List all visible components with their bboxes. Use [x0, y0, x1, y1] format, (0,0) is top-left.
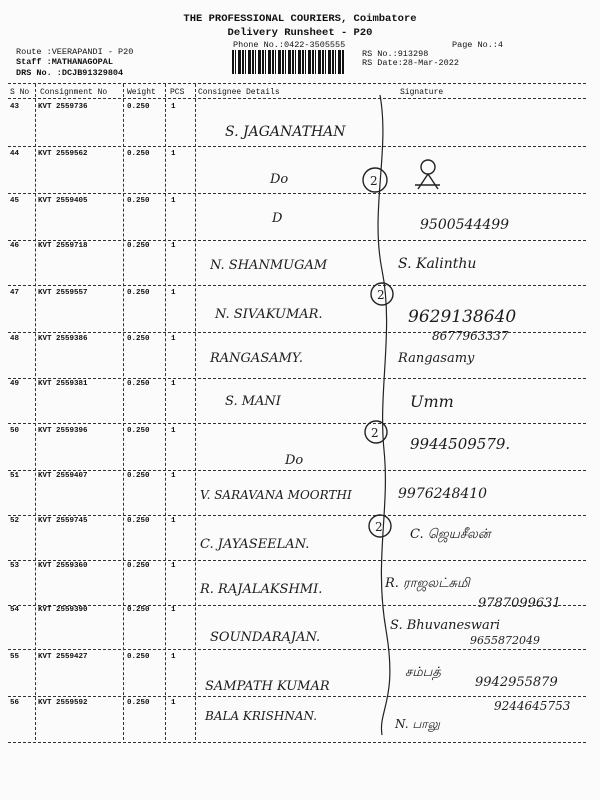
row-consignment: KVT 2559360: [38, 562, 88, 570]
row-consignee-name: Do: [270, 172, 289, 187]
row-phone-note: 9942955879: [475, 675, 558, 690]
row-weight: 0.250: [127, 150, 150, 158]
row-weight: 0.250: [127, 517, 150, 525]
column-consignee: Consignee Details: [198, 88, 280, 97]
barcode: [232, 50, 344, 74]
row-consignment: KVT 2559745: [38, 517, 88, 525]
row-sno: 52: [10, 517, 20, 525]
row-signature-text: Umm: [410, 392, 454, 411]
circled-mark: [362, 418, 390, 446]
row-pcs: 1: [171, 242, 176, 250]
column-separator: [123, 84, 124, 740]
row-sno: 53: [10, 562, 20, 570]
rs-date: RS Date:28-Mar-2022: [362, 58, 459, 68]
row-consignment: KVT 2559405: [38, 197, 88, 205]
row-consignee-name: N. SIVAKUMAR.: [215, 307, 323, 322]
row-weight: 0.250: [127, 103, 150, 111]
row-signature-text: 9944509579.: [410, 435, 511, 453]
row-consignee-name: S. MANI: [225, 394, 281, 409]
row-divider: [8, 146, 586, 147]
row-consignee-name: S. JAGANATHAN: [225, 124, 346, 140]
row-weight: 0.250: [127, 427, 150, 435]
svg-text:2: 2: [375, 520, 383, 534]
svg-text:2: 2: [370, 174, 378, 188]
row-consignee-name: R. RAJALAKSHMI.: [200, 582, 323, 597]
row-divider: [8, 240, 586, 241]
row-phone-note: 9655872049: [470, 634, 540, 647]
row-pcs: 1: [171, 562, 176, 570]
row-pcs: 1: [171, 472, 176, 480]
row-consignee-name: BALA KRISHNAN.: [205, 709, 318, 723]
row-consignment: KVT 2559381: [38, 380, 88, 388]
row-phone-note: 9787099631: [478, 596, 561, 611]
column-weight: Weight: [127, 88, 156, 97]
row-pcs: 1: [171, 335, 176, 343]
row-divider: [8, 605, 586, 606]
svg-text:2: 2: [377, 288, 385, 302]
row-sno: 45: [10, 197, 20, 205]
row-consignment: KVT 2559557: [38, 289, 88, 297]
row-signature-text: S. Bhuvaneswari: [390, 618, 501, 633]
row-sno: 51: [10, 472, 20, 480]
header-top-rule: [8, 83, 586, 84]
row-sno: 50: [10, 427, 20, 435]
row-divider: [8, 696, 586, 697]
rs-number: RS No.:913298: [362, 49, 429, 59]
row-divider: [8, 193, 586, 194]
row-pcs: 1: [171, 427, 176, 435]
row-consignee-name: Do: [285, 453, 304, 468]
page-number: Page No.:4: [452, 40, 504, 50]
row-signature-text: Rangasamy: [398, 351, 475, 366]
phone-number: Phone No.:0422-3505555: [233, 40, 346, 50]
row-pcs: 1: [171, 197, 176, 205]
row-consignment: KVT 2559427: [38, 653, 88, 661]
row-pcs: 1: [171, 103, 176, 111]
row-consignment: KVT 2559718: [38, 242, 88, 250]
row-consignment: KVT 2559562: [38, 150, 88, 158]
row-divider: [8, 470, 586, 471]
row-pcs: 1: [171, 150, 176, 158]
row-consignee-name: SOUNDARAJAN.: [210, 630, 321, 645]
row-signature-text: S. Kalinthu: [398, 256, 477, 272]
row-phone-note: 8677963337: [432, 329, 509, 343]
column-separator: [195, 84, 196, 740]
row-weight: 0.250: [127, 699, 150, 707]
row-signature-text: 9976248410: [398, 486, 488, 502]
row-sno: 49: [10, 380, 20, 388]
row-sno: 46: [10, 242, 20, 250]
row-sno: 56: [10, 699, 20, 707]
row-weight: 0.250: [127, 289, 150, 297]
row-consignment: KVT 2559390: [38, 606, 88, 614]
column-signature: Signature: [400, 88, 444, 97]
row-consignee-name: C. JAYASEELAN.: [200, 537, 310, 552]
signature-doodle: [410, 155, 450, 195]
row-phone-note: 9244645753: [494, 699, 571, 713]
circled-mark: [368, 280, 396, 308]
staff-label: Staff :MATHANAGOPAL: [16, 57, 113, 67]
row-sno: 48: [10, 335, 20, 343]
row-weight: 0.250: [127, 197, 150, 205]
row-consignment: KVT 2559396: [38, 427, 88, 435]
row-weight: 0.250: [127, 472, 150, 480]
row-sno: 55: [10, 653, 20, 661]
row-weight: 0.250: [127, 380, 150, 388]
row-consignee-name: N. SHANMUGAM: [210, 258, 328, 273]
row-pcs: 1: [171, 380, 176, 388]
column-consignment: Consignment No: [40, 88, 108, 97]
row-signature-text: 9500544499: [420, 217, 510, 233]
row-divider: [8, 742, 586, 743]
row-pcs: 1: [171, 699, 176, 707]
row-pcs: 1: [171, 517, 176, 525]
row-weight: 0.250: [127, 335, 150, 343]
row-sno: 47: [10, 289, 20, 297]
column-pcs: PCS: [170, 88, 185, 97]
row-divider: [8, 560, 586, 561]
row-divider: [8, 378, 586, 379]
svg-text:2: 2: [371, 426, 379, 440]
row-divider: [8, 423, 586, 424]
circled-mark: [360, 165, 390, 195]
row-consignment: KVT 2559736: [38, 103, 88, 111]
row-consignment: KVT 2559407: [38, 472, 88, 480]
row-consignment: KVT 2559386: [38, 335, 88, 343]
row-divider: [8, 515, 586, 516]
row-consignment: KVT 2559592: [38, 699, 88, 707]
runsheet-title: Delivery Runsheet - P20: [227, 27, 373, 39]
circled-mark: [366, 512, 394, 540]
row-divider: [8, 649, 586, 650]
row-sno: 44: [10, 150, 20, 158]
drs-number: DRS No. :DCJB91329804: [16, 68, 124, 78]
row-consignee-name: V. SARAVANA MOORTHI: [200, 488, 352, 502]
row-signature-text: N. பாலு: [395, 717, 440, 731]
row-weight: 0.250: [127, 606, 150, 614]
header-bottom-rule: [8, 98, 586, 99]
row-sno: 54: [10, 606, 20, 614]
column-sno: S No: [10, 88, 30, 97]
row-consignee-name: SAMPATH KUMAR: [205, 679, 330, 694]
row-signature-text: 9629138640: [408, 307, 517, 327]
row-signature-text: சம்பத்: [405, 665, 441, 680]
row-consignee-name: RANGASAMY.: [210, 351, 303, 366]
row-weight: 0.250: [127, 562, 150, 570]
row-pcs: 1: [171, 606, 176, 614]
row-pcs: 1: [171, 289, 176, 297]
route-label: Route :VEERAPANDI - P20: [16, 47, 134, 57]
row-signature-text: R. ராஜலட்சுமி: [385, 576, 470, 591]
company-title: THE PROFESSIONAL COURIERS, Coimbatore: [183, 13, 417, 25]
row-weight: 0.250: [127, 653, 150, 661]
row-pcs: 1: [171, 653, 176, 661]
column-separator: [35, 84, 36, 740]
row-sno: 43: [10, 103, 20, 111]
row-consignee-name: D: [272, 211, 283, 226]
row-signature-text: C. ஜெயசீலன்: [410, 527, 491, 542]
row-divider: [8, 285, 586, 286]
column-separator: [165, 84, 166, 740]
row-weight: 0.250: [127, 242, 150, 250]
